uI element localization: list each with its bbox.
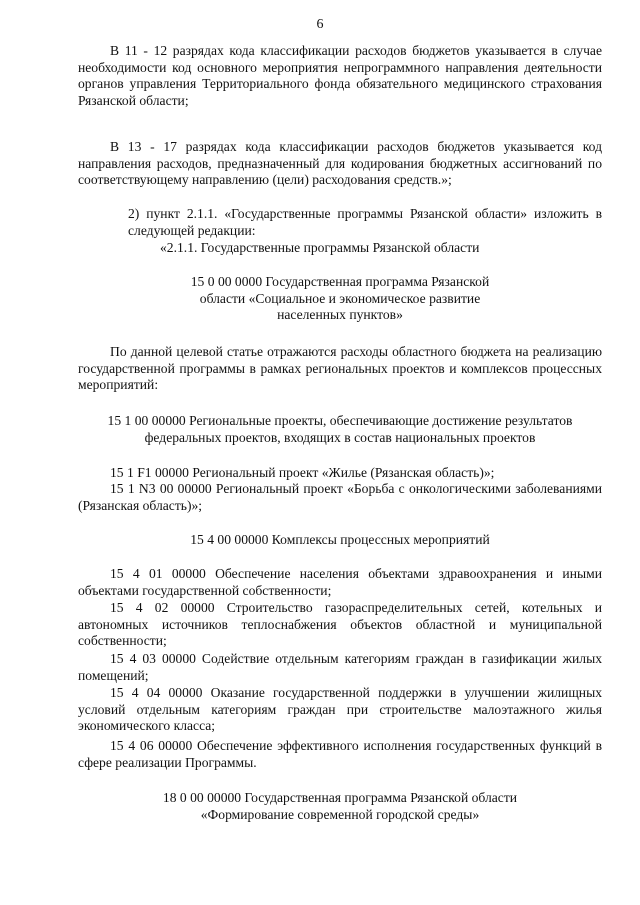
regional-projects-heading: 15 1 00 00000 Региональные проекты, обеспечивающие достижение результатов федеральных проектов, входящих в состав национальных проектов <box>107 413 573 445</box>
list-item-2: 2) пункт 2.1.1. «Государственные программы Рязанской области» изложить в следующей редакции: <box>128 206 602 238</box>
page-number: 6 <box>316 17 324 32</box>
complex-15-4-03: 15 4 03 00000 Содействие отдельным категориям граждан в газификации жилых помещений; <box>78 651 602 683</box>
complex-15-4-06: 15 4 06 00000 Обеспечение эффективного исполнения государственных функций в сфере реализации Программы. <box>78 738 602 770</box>
program-18-heading: 18 0 00 00000 Государственная программа Рязанской области «Формирование современной городской среды» <box>162 790 518 822</box>
complex-15-4-04: 15 4 04 00000 Оказание государственной поддержки в улучшении жилищных условий отдельным категориям граждан при строительстве малоэтажного жилья экономического класса; <box>78 685 602 733</box>
complex-15-4-01: 15 4 01 00000 Обеспечение населения объектами здравоохранения и иными объектами государственной собственности; <box>78 566 602 598</box>
regional-project-f1: 15 1 F1 00000 Региональный проект «Жилье (Рязанская область)»; <box>110 465 495 480</box>
paragraph-digits-11-12: В 11 - 12 разрядах кода классификации расходов бюджетов указывается в случае необходимости код основного мероприятия непрограммного направления деятельности органов управления Территориального фонда обязательного медицинского страхования Рязанской области; <box>78 43 602 108</box>
program-15-description: По данной целевой статье отражаются расходы областного бюджета на реализацию государственной программы в рамках региональных проектов и комплексов процессных мероприятий: <box>78 344 602 392</box>
process-complexes-heading: 15 4 00 00000 Комплексы процессных мероприятий <box>190 532 490 547</box>
paragraph-digits-13-17: В 13 - 17 разрядах кода классификации расходов бюджетов указывается код направления расходов, предназначенный для кодирования бюджетных ассигнований по соответствующему направлению (цели) расходования средств.»; <box>78 139 602 187</box>
regional-project-n3: 15 1 N3 00 00000 Региональный проект «Борьба с онкологическими заболеваниями (Рязанская область)»; <box>78 481 602 513</box>
complex-15-4-02: 15 4 02 00000 Строительство газораспределительных сетей, котельных и автономных источников теплоснабжения объектов областной и муниципальной собственности; <box>78 600 602 648</box>
section-title: «2.1.1. Государственные программы Рязанской области <box>160 240 480 255</box>
program-15-heading: 15 0 00 0000 Государственная программа Рязанской области «Социальное и экономическое развитие населенных пунктов» <box>190 274 490 322</box>
